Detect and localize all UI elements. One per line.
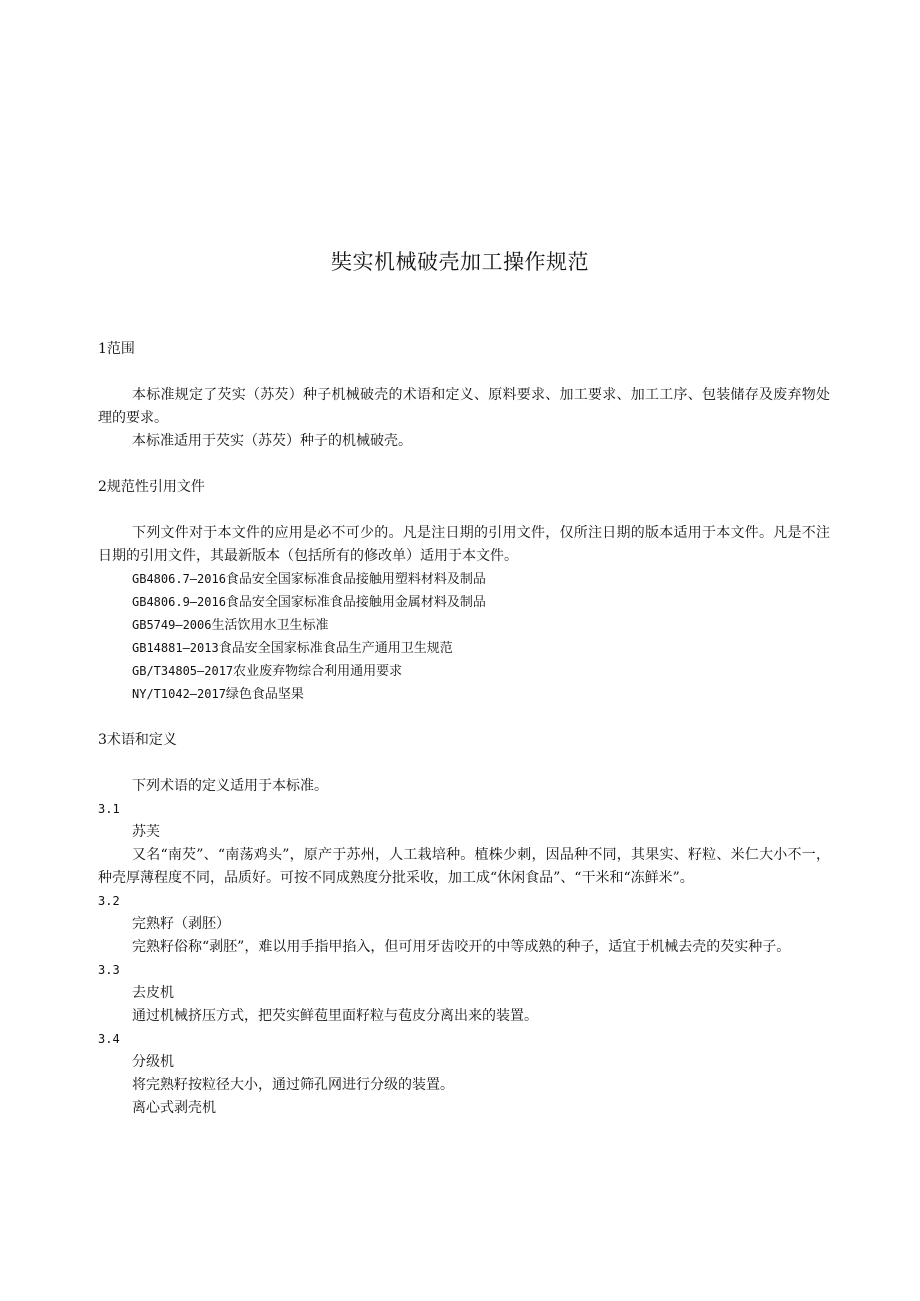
term-name: 苏芙 xyxy=(132,824,160,840)
reference-item xyxy=(132,683,830,706)
reference-name: 生活饮用水卫生标准 xyxy=(211,618,329,633)
reference-name: 农业废弃物综合利用通用要求 xyxy=(233,664,403,679)
term-number: 3.1 xyxy=(98,802,120,816)
section-heading-scope: 1范围 xyxy=(98,341,135,357)
scope-paragraph: 本标准规定了芡实（苏芡）种子机械破壳的术语和定义、原料要求、加工要求、加工工序、包装储存及废弃物处理的要求。 xyxy=(98,387,830,426)
document-body xyxy=(98,338,830,1120)
reference-item xyxy=(132,660,830,683)
term-name: 完熟籽（剥胚） xyxy=(132,916,230,932)
term-definition: 将完熟籽按粒径大小，通过筛孔网进行分级的装置。 xyxy=(132,1077,454,1093)
term-number: 3.2 xyxy=(98,894,120,908)
reference-code: GB14881—2013 xyxy=(132,641,219,655)
references-intro: 下列文件对于本文件的应用是必不可少的。凡是注日期的引用文件，仅所注日期的版本适用于本文件。凡是不注日期的引用文件，其最新版本（包括所有的修改单）适用于本文件。 xyxy=(98,525,830,564)
reference-code: GB/T34805—2017 xyxy=(132,664,234,678)
reference-name: 食品安全国家标准食品生产通用卫生规范 xyxy=(218,641,453,656)
term-definition: 通过机械挤压方式，把芡实鲜苞里面籽粒与苞皮分离出来的装置。 xyxy=(132,1008,538,1024)
term-definition: 完熟籽俗称“剥胚”，难以用手指甲掐入，但可用牙齿咬开的中等成熟的种子，适宜于机械去壳的芡实种子。 xyxy=(132,939,791,955)
document-title: 奘实机械破壳加工操作规范 xyxy=(331,250,589,274)
terms-intro: 下列术语的定义适用于本标准。 xyxy=(132,778,328,794)
reference-code: GB4806.9—2016 xyxy=(132,595,226,609)
reference-code: GB4806.7—2016 xyxy=(132,572,226,586)
term-definition: 又名“南芡”、“南荡鸡头”，原产于苏州，人工栽培种。植株少刺，因品种不同，其果实、籽粒、米仁大小不一，种壳厚薄程度不同，品质好。可按不同成熟度分批采收，加工成“休闲食品”、“干米和“冻鲜米”。 xyxy=(98,847,830,886)
term-name: 离心式剥壳机 xyxy=(132,1100,216,1116)
reference-name: 绿色食品坚果 xyxy=(225,687,304,702)
reference-name: 食品安全国家标准食品接触用金属材料及制品 xyxy=(225,595,486,610)
reference-code: NY/T1042—2017 xyxy=(132,687,226,701)
reference-name: 食品安全国家标准食品接触用塑料材料及制品 xyxy=(225,572,486,587)
term-name: 去皮机 xyxy=(132,985,174,1001)
reference-code: GB5749—2006 xyxy=(132,618,212,632)
term-number: 3.4 xyxy=(98,1032,120,1046)
term-name: 分级机 xyxy=(132,1054,174,1070)
section-heading-normative-references: 2规范性引用文件 xyxy=(98,479,205,495)
section-heading-terms-definitions: 3术语和定义 xyxy=(98,732,177,748)
reference-item xyxy=(132,637,830,660)
reference-item xyxy=(132,614,830,637)
reference-item xyxy=(132,591,830,614)
scope-paragraph: 本标准适用于芡实（苏芡）种子的机械破壳。 xyxy=(132,433,412,449)
term-number: 3.3 xyxy=(98,963,120,977)
reference-item xyxy=(132,568,830,591)
